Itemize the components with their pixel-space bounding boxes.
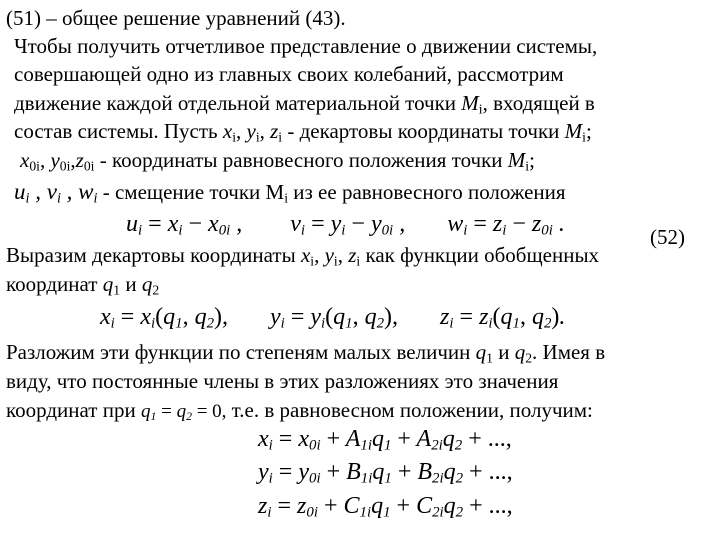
text-line-3: совершающей одно из главных своих колебаний, рассмотрим <box>14 62 564 86</box>
text-line-9: координат $q_1$ и $q_2$ <box>6 272 160 298</box>
expansion-y: $y_i = y_{0i} + B_{1i}q_1 + B_{2i}q_2$ + ..., <box>258 459 513 487</box>
text-line-6: $x_{0i}$, $y_{0i},z_{0i}$ - координаты равновесного положения точки $M_i$; <box>20 148 535 174</box>
equation-tag-52: (52) <box>650 225 685 249</box>
text-line-12: координат при $q_1 = q_2 = 0$, т.е. в равновесном положении, получим: <box>6 398 593 423</box>
text-line-1: (51) – общее решение уравнений (43). <box>6 6 346 30</box>
text-line-10: Разложим эти функции по степеням малых величин $q_1$ и $q_2$. Имея в <box>6 340 606 366</box>
formula-functions: $x_i = x_i(q_1$, $q_2$), $y_i = y_i(q_1$, $q_2$), $z_i = z_i(q_1$, $q_2$). <box>100 304 566 332</box>
text-line-4: движение каждой отдельной материальной точки $M_i$, входящей в <box>14 91 595 117</box>
text-line-8: Выразим декартовы координаты $x_i$, $y_i$, $z_i$ как функции обобщенных <box>6 243 600 269</box>
expansion-x: $x_i = x_{0i} + A_{1i}q_1 + A_{2i}q_2$ + ..., <box>258 426 512 454</box>
text-line-5: состав системы. Пусть $x_i$, $y_i$, $z_i$ - декартовы координаты точки $M_i$; <box>14 119 592 145</box>
expansion-z: $z_i = z_{0i} + C_{1i}q_1 + C_{2i}q_2$ + ..., <box>258 493 513 521</box>
text-line-11: виду, что постоянные члены в этих разложениях это значения <box>6 369 559 393</box>
text-line-2: Чтобы получить отчетливое представление о движении системы, <box>14 34 598 58</box>
text-line-7: $u_i$ , $v_i$ , $w_i$ - смещение точки $M_i$ из ее равновесного положения <box>14 179 566 207</box>
formula-52: $u_i = x_i - x_{0i}$ , $v_i = y_i - y_{0i}$ , $w_i = z_i - z_{0i}$ . <box>126 211 565 239</box>
